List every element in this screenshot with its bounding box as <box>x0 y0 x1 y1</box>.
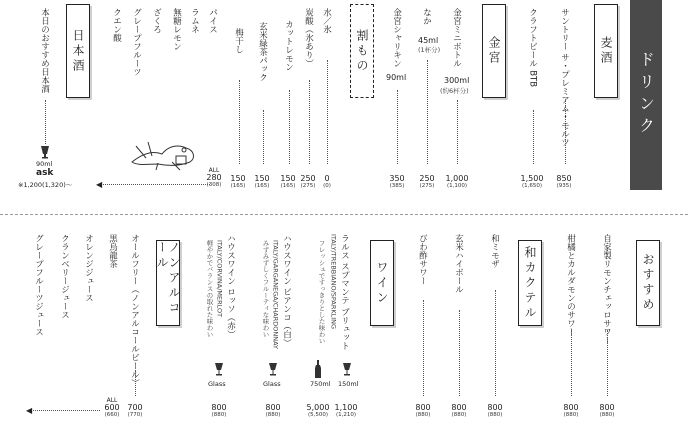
price-umeboshi: 150 (165) <box>230 174 246 189</box>
sparkling-price1: 1,100 (1,210) <box>334 403 358 418</box>
wari-all-price: ALL 280 (308) <box>206 167 222 188</box>
item-limoncello: 自家製リモンチェッロサワー <box>601 234 612 345</box>
price-limoncello: 800 (880) <box>599 403 615 418</box>
item-water-ice: 水／氷 <box>321 8 332 34</box>
sparkling-vol1: 150ml <box>338 380 359 388</box>
wari-arrow-line <box>100 184 210 185</box>
item-kinmiya-mini: 金宮ミニボトル <box>451 8 462 68</box>
price-shariking: 350 (385) <box>389 174 405 189</box>
item-genmai-highball: 玄米ハイボール <box>453 234 464 294</box>
sparkling-note: フレッシュですっきりとした味わい <box>317 240 326 344</box>
price-genmai-tea: 150 (165) <box>254 174 270 189</box>
section-kinmiya: 金宮 <box>482 4 506 98</box>
soft-all-price: ALL 600 (660) <box>104 397 120 418</box>
item-craft-beer: クラフトビール BTB <box>527 8 538 88</box>
item-umeboshi: 梅干し <box>233 28 244 54</box>
item-white-wine: ハウスワイン ビアンコ（白） <box>281 234 292 348</box>
item-shariking: 金宮シャリキン <box>391 8 402 68</box>
red-glass-label: Glass <box>208 380 226 388</box>
section-beer: 麦酒 <box>594 4 618 98</box>
item-premium-malts: サントリー サ・プレミアム・モルツ <box>559 8 570 147</box>
price-tansan: 250 (275) <box>300 174 316 189</box>
vol-naka: 45ml <box>418 36 439 45</box>
drink-header: ドリンク <box>630 0 662 190</box>
nihonshu-price: ask <box>36 168 54 178</box>
section-nihonshu: 日本酒 <box>66 4 90 98</box>
price-water-ice: 0 (0) <box>323 174 331 189</box>
soft-item-3: クランベリージュース <box>59 234 70 319</box>
glass-icon-red <box>214 362 224 376</box>
sparkling-vol2: 750ml <box>310 380 331 388</box>
wari-item-5: グレープフルーツ <box>131 8 142 76</box>
nihonshu-note: ※1,200(1,320)〜 <box>18 181 73 189</box>
price-premium-malts: 850 (935) <box>556 174 572 189</box>
item-wa-mimosa: 和ミモザ <box>489 234 500 268</box>
item-biwa-sour: びわ酢サワー <box>417 234 428 285</box>
item-cardamom: 柑橘とカルダモンのサワー <box>565 234 576 336</box>
wine-glass-icon <box>342 362 352 376</box>
section-nonal: ノンアルコール <box>156 240 180 326</box>
price-all-free: 700 (770) <box>127 403 143 418</box>
item-red-wine: ハウスワイン ロッソ（赤） <box>225 234 236 339</box>
item-all-free: オールフリー（ノンアルコールビール） <box>129 234 140 387</box>
section-divider <box>0 214 688 215</box>
section-wine: ワイン <box>370 240 394 326</box>
price-cardamom: 800 (880) <box>563 403 579 418</box>
glass-icon-white <box>268 362 278 376</box>
frog-illustration <box>128 132 200 172</box>
price-genmai-highball: 800 (880) <box>451 403 467 418</box>
section-cocktail: 和カクテル <box>518 240 542 326</box>
item-naka: なか <box>421 8 432 25</box>
wari-item-3: 無糖レモン <box>171 8 182 51</box>
sparkling-desc: ITALY/TREBBIANO/SPARKLING <box>329 234 338 330</box>
wari-item-2: ラムネ <box>189 8 200 34</box>
price-biwa-sour: 800 (880) <box>415 403 431 418</box>
price-white-wine: 800 (880) <box>265 403 281 418</box>
item-sparkling: ラルス スプマンテ ブリュット <box>339 234 350 350</box>
item-cut-lemon: カットレモン <box>283 20 294 71</box>
soft-arrow-head-icon: ◀ <box>26 406 33 415</box>
soft-item-4: グレープフルーツジュース <box>33 234 44 336</box>
wari-arrow-head-icon: ◀ <box>96 180 103 189</box>
vol-shariking: 90ml <box>386 73 407 82</box>
section-wari: 割もの <box>350 4 374 98</box>
wine-bottle-icon <box>314 360 322 378</box>
soft-arrow-line <box>30 410 100 411</box>
price-craft-beer: 1,500 (1,650) <box>520 174 544 189</box>
item-tansan: 炭酸（氷あり） <box>303 8 314 68</box>
wari-item-4: ざくろ <box>151 8 162 34</box>
white-desc: ITALY/GARGANEGA/CHARDONNAY <box>271 240 280 350</box>
white-glass-label: Glass <box>263 380 281 388</box>
price-cut-lemon: 150 (165) <box>280 174 296 189</box>
volsub-kinmiya-mini: (約6杯分) <box>440 87 469 95</box>
section-osusume: おすすめ <box>636 240 660 326</box>
volsub-naka: (1杯分) <box>418 46 441 54</box>
wari-item-6: クエン酸 <box>111 8 122 42</box>
price-kinmiya-mini: 1,000 (1,100) <box>445 174 469 189</box>
price-wa-mimosa: 800 (880) <box>487 403 503 418</box>
white-note: みずみずしくフルーティな味わい <box>261 240 270 338</box>
soft-item-1: 黒烏龍茶 <box>107 234 118 268</box>
sake-glass-icon <box>40 145 50 159</box>
wari-item-1: パイス <box>207 8 218 34</box>
item-genmai-tea: 玄米緑茶パック <box>257 22 268 82</box>
price-naka: 250 (275) <box>419 174 435 189</box>
vol-kinmiya-mini: 300ml <box>444 76 470 85</box>
price-red-wine: 800 (880) <box>211 403 227 418</box>
sparkling-price2: 5,000 (5,500) <box>306 403 330 418</box>
item-nihonshu: 本日のおすすめ日本酒 <box>39 8 50 93</box>
red-desc: ITALY/CORVINA/MERLOT <box>215 240 224 318</box>
soft-item-2: オレンジジュース <box>83 234 94 302</box>
red-note: 軽やかでバランスの取れた味わい <box>205 240 214 338</box>
nihonshu-vol: 90ml <box>36 160 53 168</box>
